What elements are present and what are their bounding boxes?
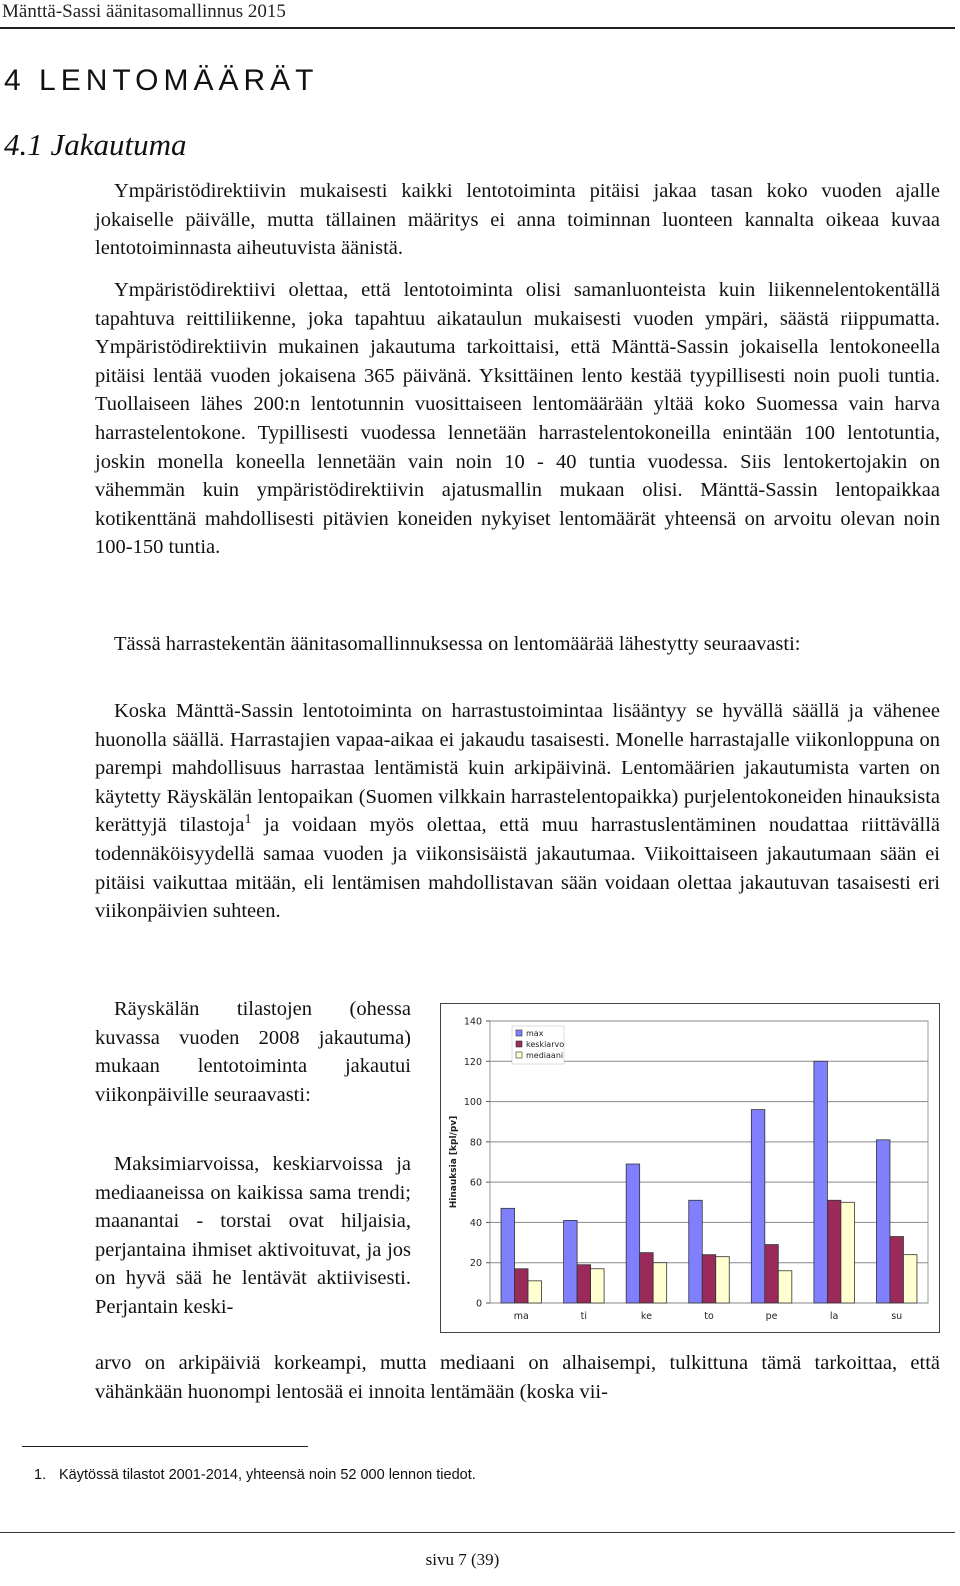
bar-max [626,1164,640,1303]
paragraph-4-part-a: Koska Mänttä-Sassin lentotoiminta on harrastustoimintaa lisääntyy se hyvällä säällä ja vähenee huonolla säällä. Harrastajien vapaa-aikaa ei jakaudu tasaisesti. Monelle harrastajalle viikonloppuna on parempi mahdollisuus harrastaa lentämistä kuin arkipäivinä. Lentomäärien jakautumista varten on käytetty Räyskälän lentopaikan (Suomen vilkkain harrastelentopaikka) purjelentokoneiden hinauksista kerättyjä tilastoja [95,700,940,837]
bar-max [876,1140,890,1303]
heading-2: 4.1 Jakautuma [4,127,187,162]
x-tick-label: pe [765,1311,778,1322]
legend-swatch-max [516,1030,522,1036]
y-tick-label: 20 [469,1258,482,1270]
footnote [34,1467,476,1483]
bar-mediaani [591,1269,605,1303]
y-tick-label: 140 [463,1016,482,1028]
y-tick-label: 80 [469,1137,482,1149]
bar-mediaani [841,1202,855,1303]
bar-max [814,1061,828,1303]
footer-separator [0,1532,955,1533]
x-tick-label: su [891,1311,903,1322]
legend-label-max: max [526,1029,544,1038]
bar-keskiarvo [577,1265,591,1303]
footnote-ref[interactable]: 1 [244,812,252,828]
bar-max [689,1200,703,1303]
bar-mediaani [528,1281,542,1303]
x-tick-label: to [704,1311,714,1322]
paragraph-4-part-b: ja voidaan myös olettaa, että muu harrastuslentäminen noudattaa riittävällä todennäköisyydellä samaa vuoden ja viikonsisäistä jakautumaa. Viikoittaiseen jakautumaan sään ei pitäisi vaikuttaa mitään, eli lentämisen mahdollistavan sään voidaan olettaa jakautuvan tasaisesti eri viikonpäivien suhteen. [95,814,940,923]
paragraph-3: Tässä harrastekentän äänitasomallinnuksessa on lentomäärää lähestytty seuraavasti: [114,633,801,655]
bar-mediaani [778,1271,792,1303]
legend-swatch-keskiarvo [516,1041,522,1047]
x-tick-label: ke [640,1311,652,1322]
footnote-number: 1. [34,1467,47,1483]
x-tick-label: la [829,1311,839,1322]
heading-1: 4 LENTOMÄÄRÄT [4,64,319,97]
paragraph-4 [95,697,940,926]
page-number: sivu 7 (39) [425,1550,500,1569]
paragraph-1: Ympäristödirektiivin mukaisesti kaikki lentotoiminta pitäisi jakaa tasan koko vuoden ajalle jokaiselle päivälle, mutta tällainen määritys ei anna toiminnan luonteen kannalta oikeaa kuvaa lentotoiminnasta aiheutuvista äänistä. [95,180,940,260]
bar-mediaani [653,1263,667,1303]
bar-keskiarvo [765,1245,779,1303]
bar-keskiarvo [640,1253,654,1303]
legend-label-keskiarvo: keskiarvo [526,1040,565,1049]
footnote-separator [22,1446,308,1447]
y-tick-label: 0 [475,1298,482,1310]
x-tick-label: ma [513,1311,529,1322]
page-header [0,0,955,29]
y-tick-label: 100 [463,1097,482,1109]
paragraph-7: arvo on arkipäiviä korkeampi, mutta mediaani on alhaisempi, tulkittuna tämä tarkoittaa, että vähänkään huonompi lentosää ei innoita lentämään (koska vii- [95,1352,940,1403]
bar-keskiarvo [702,1255,716,1303]
y-tick-label: 120 [463,1056,482,1068]
legend-label-mediaani: mediaani [526,1051,564,1060]
bar-keskiarvo [827,1200,841,1303]
y-tick-label: 40 [469,1217,482,1229]
weekday-bar-chart [440,1003,940,1333]
bar-max [751,1110,765,1303]
bar-keskiarvo [890,1237,904,1303]
bar-keskiarvo [515,1269,529,1303]
header-title: Mänttä-Sassi äänitasomallinnus 2015 [2,1,286,22]
bar-mediaani [716,1257,730,1303]
paragraph-5: Räyskälän tilastojen (ohessa kuvassa vuoden 2008 jakautuma) mukaan lentotoiminta jakautui viikonpäiville seuraavasti: [95,998,411,1106]
bar-mediaani [903,1255,917,1303]
y-axis-label: Hinauksia [kpl/pv] [449,1115,459,1209]
footnote-text: Käytössä tilastot 2001-2014, yhteensä noin 52 000 lennon tiedot. [59,1467,476,1483]
paragraph-6: Maksimiarvoissa, keskiarvoissa ja mediaaneissa on kaikissa sama trendi; maanantai - torstai ovat hiljaisia, perjantaina ihmiset aktivoituvat, ja jos on hyvä sää he lentävät aktiivisesti. Perjantain keski- [95,1153,411,1318]
legend-swatch-mediaani [516,1052,522,1058]
paragraph-2: Ympäristödirektiivi olettaa, että lentotoiminta olisi samanluonteista kuin liikennelentokentällä tapahtuva reittiliikenne, joka tapahtuu aikataulun mukaisesti vuoden ympäri, säästä riippumatta. Ympäristödirektiivin mukainen jakautuma tarkoittaisi, että Mänttä-Sassin jokaisella lentokoneella pitäisi lentää vuoden jokaisena 365 päivänä. Yksittäinen lento kestää tyypillisesti noin puoli tuntia. Tuollaiseen lähes 200:n lentotunnin vuosittaiseen lentomäärään yltää koko Suomessa vain harva harrastelentokone. Typillisesti vuodessa lennetään harrastelentokoneilla enintään 100 lentotuntia, joskin monella koneella lennetään vain noin 10 - 40 tuntia vuodessa. Siis lentokertojakin on vähemmän kuin ympäristödirektiivin ajatusmallin mukaan olisi. Mänttä-Sassin lentopaikkaa kotikenttänä mahdollisesti pitävien koneiden nykyiset lentomäärät yhteensä on arvoitu olevan noin 100-150 tuntia. [95,279,940,559]
x-tick-label: ti [580,1311,588,1322]
bar-max [501,1208,515,1303]
bar-max [564,1220,578,1303]
y-tick-label: 60 [469,1177,482,1189]
